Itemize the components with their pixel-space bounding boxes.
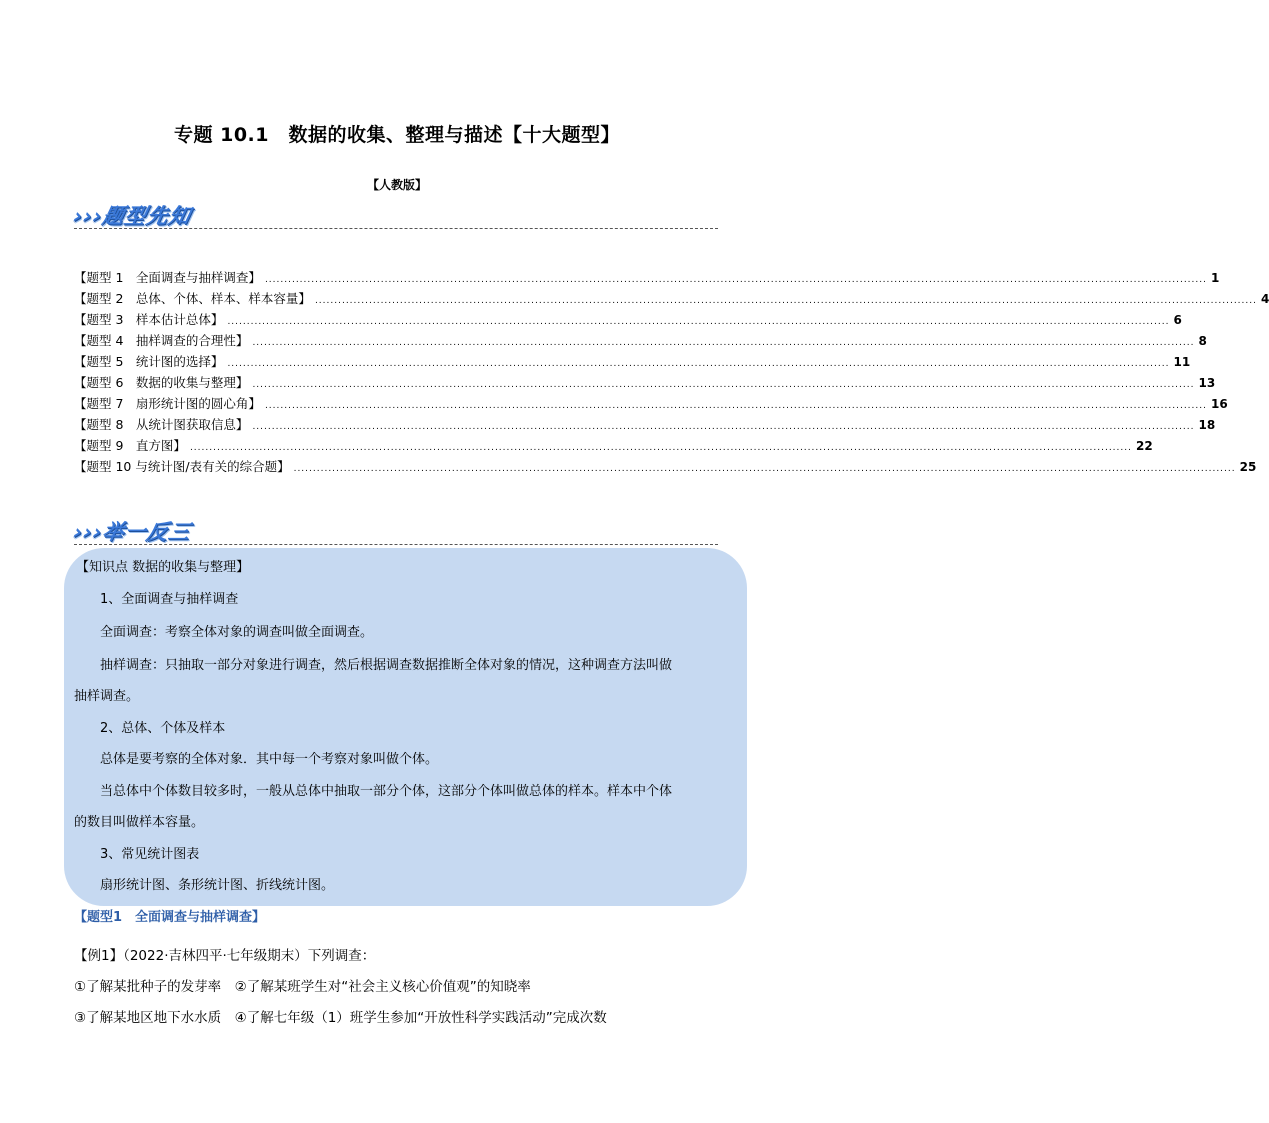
- toc-entry-4[interactable]: [74, 331, 1207, 352]
- knowledge-box: [64, 548, 747, 906]
- toc-entry-7[interactable]: [74, 394, 1228, 415]
- toc-leader: ....................................................................................................................................................................................................................................................: [264, 275, 1207, 285]
- toc-page-number: 18: [1198, 418, 1216, 432]
- toc-entry-label: 【题型 7 扇形统计图的圆心角】: [74, 396, 261, 411]
- knowledge-title: 【知识点 数据的收集与整理】: [76, 560, 250, 575]
- table-of-contents: [74, 268, 1269, 478]
- toc-entry-label: 【题型 1 全面调查与抽样调查】: [74, 270, 261, 285]
- toc-entry-label: 【题型 10 与统计图/表有关的综合题】: [74, 459, 290, 474]
- knowledge-text: 当总体中个体数目较多时，一般从总体中抽取一部分个体，这部分个体叫做总体的样本。样本中个体: [100, 784, 673, 799]
- toc-entry-5[interactable]: [74, 352, 1191, 373]
- toc-entry-label: 【题型 3 样本估计总体】: [74, 312, 224, 327]
- toc-page-number: 1: [1210, 271, 1220, 285]
- banner-preview-text: ›››题型先知: [71, 204, 194, 228]
- banner-preview: [71, 198, 718, 234]
- knowledge-heading-1: 1、全面调查与抽样调查: [100, 592, 239, 607]
- toc-entry-2[interactable]: [74, 289, 1269, 310]
- toc-leader: ....................................................................................................................................................................................................................................................: [227, 359, 1170, 369]
- toc-leader: ....................................................................................................................................................................................................................................................: [264, 401, 1207, 411]
- toc-page-number: 16: [1210, 397, 1228, 411]
- toc-page-number: 11: [1173, 355, 1191, 369]
- example-items-1: ①了解某批种子的发芽率 ②了解某班学生对“社会主义核心价值观”的知晓率: [74, 979, 531, 995]
- knowledge-text: 抽样调查：只抽取一部分对象进行调查，然后根据调查数据推断全体对象的情况，这种调查方法叫做: [100, 658, 673, 673]
- toc-entry-10[interactable]: [74, 457, 1257, 478]
- toc-entry-9[interactable]: [74, 436, 1153, 457]
- knowledge-heading-3: 3、常见统计图表: [100, 847, 200, 862]
- toc-page-number: 25: [1239, 460, 1257, 474]
- toc-entry-label: 【题型 6 数据的收集与整理】: [74, 375, 249, 390]
- section-heading: 【题型1 全面调查与抽样调查】: [74, 910, 266, 925]
- toc-entry-label: 【题型 2 总体、个体、样本、样本容量】: [74, 291, 311, 306]
- toc-entry-label: 【题型 9 直方图】: [74, 438, 186, 453]
- edition-label: 【人教版】: [366, 178, 427, 192]
- toc-entry-label: 【题型 8 从统计图获取信息】: [74, 417, 249, 432]
- page-title: 专题 10.1 数据的收集、整理与描述【十大题型】: [174, 124, 620, 146]
- toc-entry-6[interactable]: [74, 373, 1216, 394]
- toc-leader: ....................................................................................................................................................................................................................................................: [293, 464, 1236, 474]
- banner-divider: [74, 544, 718, 545]
- knowledge-text: 抽样调查。: [74, 689, 140, 704]
- toc-entry-3[interactable]: [74, 310, 1182, 331]
- toc-entry-8[interactable]: [74, 415, 1216, 436]
- toc-entry-label: 【题型 4 抽样调查的合理性】: [74, 333, 249, 348]
- example-line: 【例1】（2022·吉林四平·七年级期末）下列调查：: [74, 948, 376, 964]
- toc-entry-1[interactable]: [74, 268, 1220, 289]
- knowledge-text: 全面调查：考察全体对象的调查叫做全面调查。: [100, 625, 374, 640]
- toc-entry-label: 【题型 5 统计图的选择】: [74, 354, 224, 369]
- example-items-2: ③了解某地区地下水水质 ④了解七年级（1）班学生参加“开放性科学实践活动”完成次数: [74, 1010, 607, 1026]
- toc-leader: ....................................................................................................................................................................................................................................................: [252, 380, 1195, 390]
- toc-page-number: 6: [1173, 313, 1182, 327]
- toc-page-number: 4: [1260, 292, 1269, 306]
- knowledge-text: 总体是要考察的全体对象．其中每一个考察对象叫做个体。: [100, 752, 439, 767]
- toc-leader: ....................................................................................................................................................................................................................................................: [189, 443, 1132, 453]
- knowledge-heading-2: 2、总体、个体及样本: [100, 721, 226, 736]
- banner-divider: [74, 228, 718, 229]
- toc-leader: ....................................................................................................................................................................................................................................................: [252, 338, 1195, 348]
- toc-leader: ....................................................................................................................................................................................................................................................: [252, 422, 1195, 432]
- banner-practice-text: ›››举一反三: [71, 520, 194, 544]
- toc-page-number: 8: [1198, 334, 1207, 348]
- toc-page-number: 22: [1135, 439, 1153, 453]
- banner-practice: [71, 514, 718, 550]
- knowledge-text: 扇形统计图、条形统计图、折线统计图。: [100, 878, 335, 893]
- toc-page-number: 13: [1198, 376, 1216, 390]
- toc-leader: ....................................................................................................................................................................................................................................................: [314, 296, 1257, 306]
- knowledge-text: 的数目叫做样本容量。: [74, 815, 205, 830]
- toc-leader: ....................................................................................................................................................................................................................................................: [227, 317, 1170, 327]
